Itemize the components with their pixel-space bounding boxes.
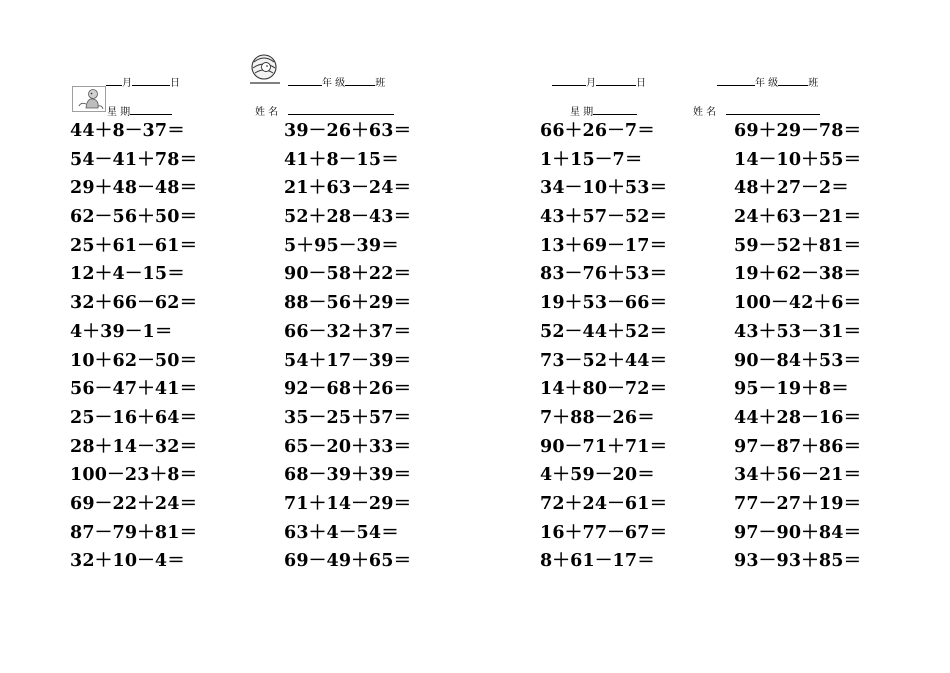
problem: 44＋28－16＝ xyxy=(734,407,862,428)
problem: 66－32＋37＝ xyxy=(284,321,412,342)
problem: 44＋8－37＝ xyxy=(70,121,185,141)
problem: 77－27＋19＝ xyxy=(734,493,862,514)
problem: 34－10＋53＝ xyxy=(540,178,668,199)
problem: 34＋56－21＝ xyxy=(734,465,862,486)
problem: 14－10＋55＝ xyxy=(734,149,862,170)
problem: 12＋4－15＝ xyxy=(70,264,185,285)
class-label: 班 xyxy=(808,78,819,89)
problem: 41＋8－15＝ xyxy=(284,149,399,170)
problem: 100－23＋8＝ xyxy=(70,465,198,486)
grade-label: 年 级 xyxy=(755,78,779,89)
problem: 5＋95－39＝ xyxy=(284,235,399,256)
problem: 95－19＋8＝ xyxy=(734,379,849,400)
name-blank[interactable] xyxy=(288,104,394,115)
problem: 68－39＋39＝ xyxy=(284,465,412,486)
problem: 54＋17－39＝ xyxy=(284,350,412,371)
problem: 14＋80－72＝ xyxy=(540,379,668,400)
weekday-blank[interactable] xyxy=(130,104,172,115)
problem: 92－68＋26＝ xyxy=(284,379,412,400)
problem: 52－44＋52＝ xyxy=(540,321,668,342)
problem: 7＋88－26＝ xyxy=(540,407,655,428)
problem: 93－93＋85＝ xyxy=(734,551,862,572)
day-label: 日 xyxy=(170,78,180,89)
lion-icon xyxy=(246,52,282,90)
month-day-field-left xyxy=(106,75,180,90)
problem-column-2 xyxy=(284,117,411,576)
problem: 71＋14－29＝ xyxy=(284,493,412,514)
problem: 66＋26－7＝ xyxy=(540,121,655,141)
problem: 90－84＋53＝ xyxy=(734,350,862,371)
problem: 13＋69－17＝ xyxy=(540,235,668,256)
problem: 87－79＋81＝ xyxy=(70,522,198,543)
problem: 54－41＋78＝ xyxy=(70,149,198,170)
problem-column-4 xyxy=(734,117,861,576)
problem: 59－52＋81＝ xyxy=(734,235,862,256)
problem: 52＋28－43＝ xyxy=(284,207,412,228)
problem: 43＋53－31＝ xyxy=(734,321,862,342)
problem: 25－16＋64＝ xyxy=(70,407,198,428)
problem: 8＋61－17＝ xyxy=(540,551,655,572)
month-day-field-right xyxy=(552,75,646,90)
problem: 28＋14－32＝ xyxy=(70,436,198,457)
problem: 32＋10－4＝ xyxy=(70,551,185,572)
month-blank[interactable] xyxy=(106,75,122,86)
grade-blank[interactable] xyxy=(288,75,322,86)
grade-class-field-right xyxy=(717,75,818,90)
monkey-icon xyxy=(72,86,106,116)
name-label: 姓 名 xyxy=(255,107,279,118)
problem-column-1 xyxy=(70,117,197,576)
problem: 62－56＋50＝ xyxy=(70,207,198,228)
problem: 1＋15－7＝ xyxy=(540,149,643,170)
problem: 69＋29－78＝ xyxy=(734,121,862,141)
name-label: 姓 名 xyxy=(693,107,717,118)
problem: 90－58＋22＝ xyxy=(284,264,412,285)
class-blank[interactable] xyxy=(778,75,808,86)
problem: 73－52＋44＝ xyxy=(540,350,668,371)
weekday-label: 星 期 xyxy=(107,107,131,118)
problem: 4＋59－20＝ xyxy=(540,465,655,486)
problem: 63＋4－54＝ xyxy=(284,522,399,543)
problem: 25＋61－61＝ xyxy=(70,235,198,256)
day-blank[interactable] xyxy=(596,75,636,86)
name-blank[interactable] xyxy=(726,104,820,115)
problem: 4＋39－1＝ xyxy=(70,321,173,342)
day-label: 日 xyxy=(636,78,646,89)
problem-column-3 xyxy=(540,117,667,576)
problem: 69－22＋24＝ xyxy=(70,493,198,514)
problem: 19＋53－66＝ xyxy=(540,293,668,314)
weekday-blank[interactable] xyxy=(593,104,637,115)
class-blank[interactable] xyxy=(345,75,375,86)
problem: 24＋63－21＝ xyxy=(734,207,862,228)
month-label: 月 xyxy=(586,78,596,89)
problem: 56－47＋41＝ xyxy=(70,379,198,400)
class-label: 班 xyxy=(375,78,386,89)
problem: 39－26＋63＝ xyxy=(284,121,412,141)
problem: 21＋63－24＝ xyxy=(284,178,412,199)
problem: 32＋66－62＝ xyxy=(70,293,198,314)
grade-label: 年 级 xyxy=(322,78,346,89)
problem: 90－71＋71＝ xyxy=(540,436,668,457)
month-blank[interactable] xyxy=(552,75,586,86)
problem: 83－76＋53＝ xyxy=(540,264,668,285)
problem: 16＋77－67＝ xyxy=(540,522,668,543)
grade-blank[interactable] xyxy=(717,75,755,86)
problem: 43＋57－52＝ xyxy=(540,207,668,228)
problem: 10＋62－50＝ xyxy=(70,350,198,371)
day-blank[interactable] xyxy=(132,75,170,86)
problem: 72＋24－61＝ xyxy=(540,493,668,514)
weekday-label: 星 期 xyxy=(570,107,594,118)
problem: 48＋27－2＝ xyxy=(734,178,849,199)
problem: 100－42＋6＝ xyxy=(734,293,862,314)
problem: 35－25＋57＝ xyxy=(284,407,412,428)
problem: 69－49＋65＝ xyxy=(284,551,412,572)
problem: 97－87＋86＝ xyxy=(734,436,862,457)
problem: 29＋48－48＝ xyxy=(70,178,198,199)
problem: 88－56＋29＝ xyxy=(284,293,412,314)
problem: 97－90＋84＝ xyxy=(734,522,862,543)
problem: 19＋62－38＝ xyxy=(734,264,862,285)
grade-class-field-left xyxy=(288,75,385,90)
problem: 65－20＋33＝ xyxy=(284,436,412,457)
month-label: 月 xyxy=(122,78,132,89)
